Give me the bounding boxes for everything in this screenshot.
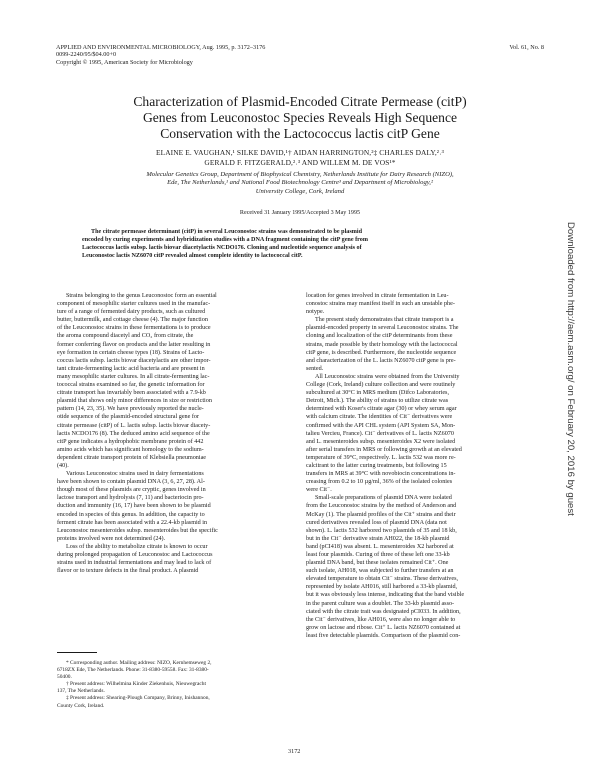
text-line: duction and immunity (16, 17) have been shown to be plasmid <box>57 503 211 510</box>
text-line: shown). L. lactis 532 harbored two plasmids of 35 and 18 kb, <box>306 527 457 534</box>
text-line: such isolate, AH018, was subjected to further transfers at an <box>306 568 454 575</box>
text-line: subcultured at 30°C in MRS medium (Difco Laboratories, <box>306 390 449 397</box>
text-line: 6718ZX Ede, The Netherlands. Phone: 31-8380-59558. Fax: 31-8380- <box>57 667 209 674</box>
text-line: after serial transfers in MRS or following growth at an elevated <box>306 446 462 453</box>
text-line: transfers in MRS at 39°C with novobiocin concentrations in- <box>306 471 456 478</box>
running-header <box>56 44 544 66</box>
text-line: 137, The Netherlands. <box>57 688 105 695</box>
text-line: the Cit⁻ derivatives, like AH016, were also no longer able to <box>306 616 456 623</box>
text-line: temperature of 39°C, respectively. L. lactis 532 was more re- <box>306 454 456 461</box>
text-line: the aroma compound diacetyl and CO₂ from citrate, the <box>57 333 194 340</box>
text-line: sented. <box>306 365 324 372</box>
text-line: * Corresponding author. Mailing address: NIZO, Kernhemseweg 2, <box>66 660 212 666</box>
text-line: ‡ Present address: Shearing-Plough Company, Brinny, Inishannon, <box>66 695 210 702</box>
title-line: Conservation with the Lactococcus lactis citP Gene <box>160 126 440 142</box>
text-line: lactose transport and hydrolysis (7, 11) and bacteriocin pro- <box>57 495 204 502</box>
abstract-line: The citrate permease determinant (citP) in several Leuconostoc strains was demonstrated to be plasmid <box>91 229 362 235</box>
text-line: McKay (1). The plasmid profiles of the Cit⁺ strains and their <box>306 511 456 518</box>
text-line: least five detectable plasmids. Comparison of the plasmid con- <box>306 632 461 639</box>
text-line: cured derivatives revealed loss of plasmid DNA (data not <box>306 519 447 526</box>
text-line: citP gene indicates a hydrophobic membrane protein of 442 <box>57 438 204 445</box>
text-line: proteins involved were not determined (24). <box>57 535 166 542</box>
text-line: encoded in species of this genus. In addition, the capacity to <box>57 511 205 518</box>
affiliations <box>70 171 530 196</box>
text-line: † Present address: Wilhelmina Kinder Ziekenhuis, Nieuwegracht <box>66 681 206 688</box>
text-line: dependent citrate transport protein of Klebsiella pneumoniae <box>57 454 207 461</box>
download-watermark: Downloaded from http://aem.asm.org/ on February 20, 2016 by guest <box>565 222 576 516</box>
text-line: 50400. <box>57 674 72 681</box>
text-line: and L. mesenteroides subsp. mesenteroides X2 were isolated <box>306 438 456 445</box>
article-title <box>62 94 538 143</box>
text-line: location for genes involved in citrate fermentation in Leu- <box>306 293 449 299</box>
text-line: notype. <box>306 309 325 316</box>
text-line: creasing from 0.2 to 10 µg/ml, 36% of the isolated colonies <box>306 479 453 486</box>
text-line: strains used in industrial fermentations and may lead to lack of <box>57 560 212 567</box>
text-line: College (Cork, Ireland) culture collection and were routinely <box>306 382 456 389</box>
text-line: pattern (14, 23, 35). We have previously reported the nucle- <box>57 406 204 413</box>
text-line: ferment citrate has been associated with a 22.4-kb plasmid in <box>57 519 208 526</box>
text-line: represented by isolate AH016, still harbored a 33-kb plasmid, <box>306 584 458 591</box>
text-line: band (pCI418) was absent. L. mesenteroides X2 harbored at <box>306 543 454 550</box>
received-date: Received 31 January 1995/Accepted 3 May 1995 <box>239 210 361 216</box>
text-line: amino acids which has significant homology to the sodium- <box>57 446 204 453</box>
text-line: All Leuconostoc strains were obtained from the University <box>315 373 460 380</box>
abstract-line: encoded by curing experiments and hybridization studies with a DNA fragment containing the citP gene from <box>82 237 368 244</box>
text-line: citrate transport has invariably been associated with a 7.9-kb <box>57 390 206 397</box>
text-line: County Cork, Ireland. <box>57 702 105 709</box>
text-line: Various Leuconostoc strains used in dairy fermentations <box>66 471 204 478</box>
footnotes <box>57 660 295 710</box>
text-line: confirmed with the API CHL system (API System SA, Mon- <box>306 422 456 429</box>
text-line: Leuconostoc mesenteroides subsp. mesenteroides but the specific <box>57 527 218 534</box>
text-line: have been shown to contain plasmid DNA (3, 6, 27, 28). Al- <box>57 479 205 486</box>
journal-code: 0099-2240/95/$04.00+0 <box>56 51 117 59</box>
text-line: least four plasmids. Curing of three of these left one 33-kb <box>306 552 450 558</box>
text-line: tant citrate-fermenting lactic acid bacteria and are present in <box>57 365 205 372</box>
text-line: (40). <box>57 462 69 469</box>
text-line: Detroit, Mich.). The ability of strains to utilize citrate was <box>306 398 449 405</box>
text-line: component of mesophilic starter cultures used in the manufac- <box>57 301 211 308</box>
body-column-left <box>57 292 295 575</box>
text-line: ciated with the citrate trait was designated pCI033. In addition, <box>306 608 461 615</box>
text-line: of the Leuconostoc strains in these fermentations is to produce <box>57 325 211 332</box>
text-line: plasmid that shows only minor differences in size or restriction <box>57 398 212 405</box>
text-line: lactis NCDO176 (8). The deduced amino acid sequence of the <box>57 430 210 437</box>
affiliation-line: Ede, The Netherlands,¹ and National Food Biotechnology Centre³ and Department of Microbiology,² <box>167 179 433 187</box>
affiliation-line: Molecular Genetics Group, Department of Biophysical Chemistry, Netherlands Institute for Dairy Research (NIZO), <box>146 171 454 178</box>
author-list <box>56 148 544 168</box>
journal-citation: APPLIED AND ENVIRONMENTAL MICROBIOLOGY, Aug. 1995, p. 3172–3176 <box>56 44 266 51</box>
text-line: calcitrant to the latter curing treatments, but following 15 <box>306 462 447 469</box>
abstract <box>82 228 519 260</box>
abstract-line: Leuconostoc lactis NZ6070 citP revealed almost complete identity to lactococcal citP. <box>82 253 303 260</box>
text-line: from the Leuconostoc strains by the method of Anderson and <box>306 503 457 510</box>
text-line: grow on lactose and ribose. Cit⁺ L. lactis NZ6070 contained at <box>306 624 461 631</box>
text-line: in the parent culture was a doublet. The 33-kb plasmid asso- <box>306 600 455 607</box>
body-column-right <box>306 292 544 640</box>
affiliation-line: University College, Cork, Ireland <box>255 187 345 195</box>
text-line: The present study demonstrates that citrate transport is a <box>315 317 454 324</box>
text-line: ture of a range of fermented dairy products, such as cultured <box>57 309 206 316</box>
text-line: Strains belonging to the genus Leuconostoc form an essential <box>66 293 217 299</box>
text-line: many mesophilic starter cultures. In all citrate-fermenting lac- <box>57 373 210 380</box>
text-line: plasmid DNA band, but these isolates remained Cit⁺. One <box>306 560 449 567</box>
text-line: citP gene, is described. Furthermore, the nucleotide sequence <box>306 349 457 356</box>
author-line: ELAINE E. VAUGHAN,¹ SILKE DAVID,¹† AIDAN HARRINGTON,²‡ CHARLES DALY,²˒³ <box>156 148 444 157</box>
footnote-rule <box>57 652 97 653</box>
text-line: during prolonged propagation of Leuconostoc and Lactococcus <box>57 552 213 558</box>
text-line: determined with Koser's citrate agar (30) or whey serum agar <box>306 406 457 413</box>
text-line: former conferring flavor on products and the latter resulting in <box>57 341 211 348</box>
text-line: but in the Cit⁻ derivative strain AH022, the 18-kb plasmid <box>306 535 450 542</box>
text-line: conostoc strains may manifest itself in such an unstable phe- <box>306 301 455 308</box>
text-line: though most of these plasmids are cryptic, genes involved in <box>57 487 206 494</box>
author-line: GERALD F. FITZGERALD,²˒³ AND WILLEM M. DE VOS¹* <box>204 157 396 167</box>
text-line: Loss of the ability to metabolize citrate is known to occur <box>66 543 208 550</box>
text-line: tococcal strains examined so far, the genetic information for <box>57 382 205 389</box>
text-line: flavor or to texture defects in the final product. A plasmid <box>57 568 199 575</box>
text-line: Small-scale preparations of plasmid DNA were isolated <box>315 495 452 502</box>
text-line: but it was obviously less intense, indicating that the band visible <box>306 592 465 599</box>
text-line: citrate permease (citP) of L. lactis subsp. lactis biovar diacety- <box>57 422 211 429</box>
page-number: 3172 <box>288 748 301 755</box>
title-line: Genes from Leuconostoc Species Reveals High Sequence <box>142 110 458 126</box>
text-line: talieu Vercieu, France). Cit⁻ derivatives of L. lactis NZ6070 <box>306 430 454 437</box>
text-line: plasmid-encoded property in several Leuconostoc strains. The <box>306 325 459 332</box>
text-line: otide sequence of the plasmid-encoded structural gene for <box>57 414 200 421</box>
text-line: butter, buttermilk, and cottage cheese (4). The major function <box>57 317 208 324</box>
text-line: with calcium citrate. The identities of Cit⁻ derivatives were <box>306 414 453 421</box>
abstract-line: Lactococcus lactis subsp. lactis biovar diacetylactis NCDO176. Cloning and nucleotide sequence analysis of <box>82 245 362 252</box>
text-line: eye formation in certain cheese types (18). Strains of Lacto- <box>57 349 205 356</box>
text-line: coccus lactis subsp. lactis biovar diacetylactis are other impor- <box>57 357 211 364</box>
volume-number: Vol. 61, No. 8 <box>509 44 544 51</box>
text-line: were Cit⁻. <box>306 487 332 494</box>
text-line: and characterization of the L. lactis NZ6070 citP gene is pre- <box>306 357 456 364</box>
title-line: Characterization of Plasmid-Encoded Citrate Permease (citP) <box>133 94 467 109</box>
copyright-line: Copyright © 1995, American Society for Microbiology <box>56 58 193 66</box>
text-line: elevated temperature to obtain Cit⁻ strains. These derivatives, <box>306 576 458 583</box>
text-line: strains, made possible by their homology with the lactococcal <box>306 341 458 348</box>
text-line: cloning and localization of the citP determinants from these <box>306 333 453 340</box>
